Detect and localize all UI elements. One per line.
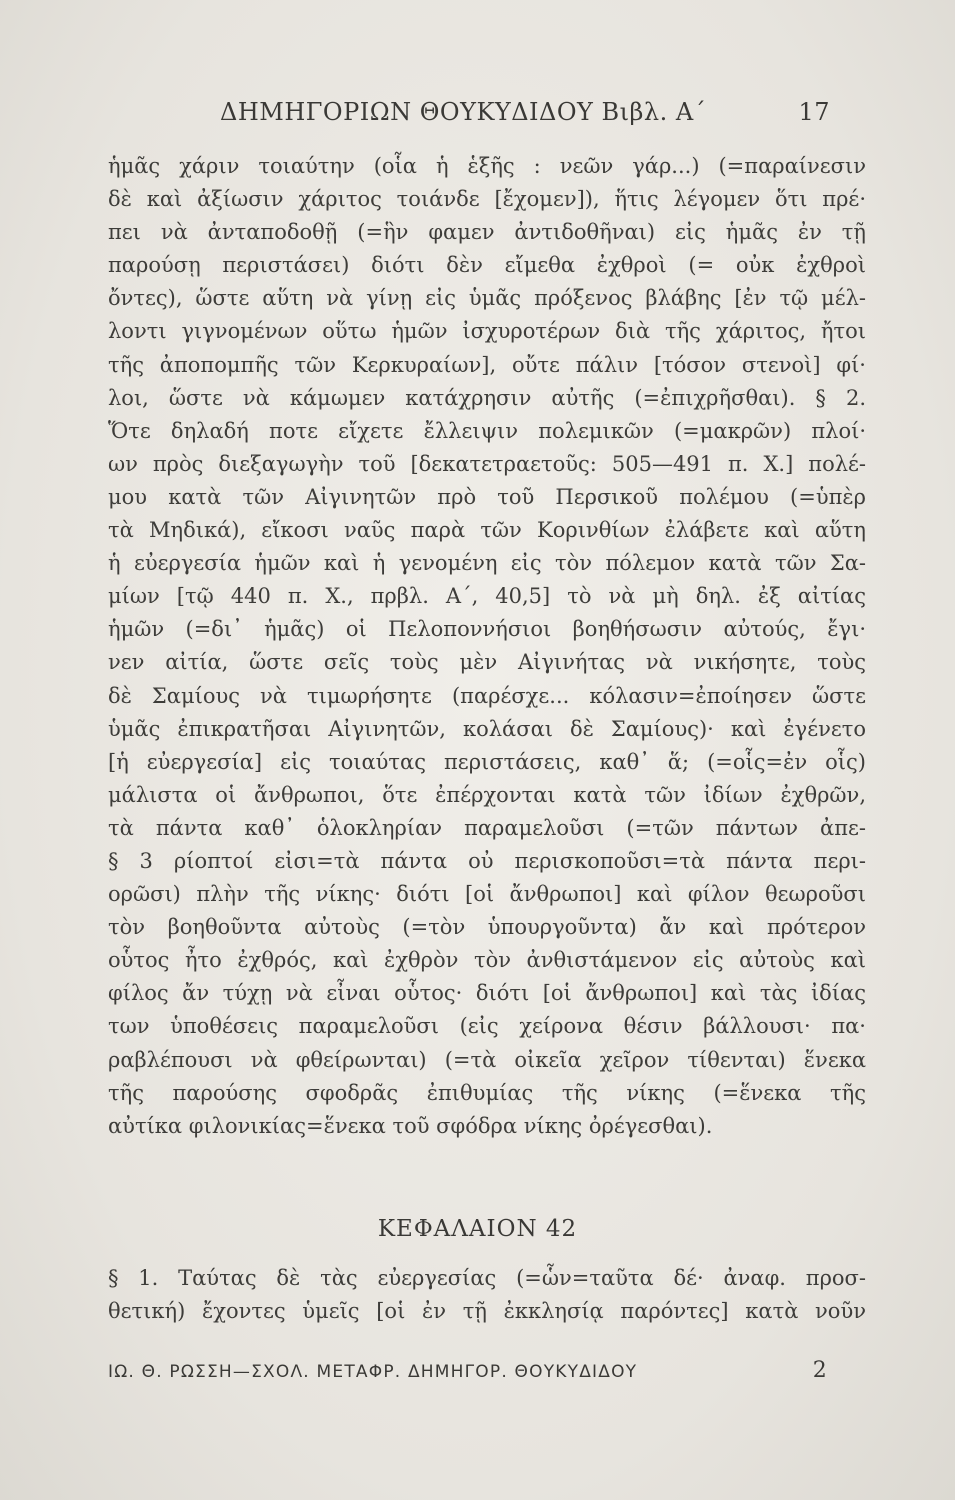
text-line: παρούσῃ περιστάσει) διότι δὲν εἴμεθα ἐχθροὶ (= οὐκ ἐχθροὶ <box>108 253 866 278</box>
signature-mark: 2 <box>812 1358 828 1383</box>
text-line: τῆς παρούσης σφοδρᾶς ἐπιθυμίας τῆς νίκης (=ἕνεκα τῆς <box>108 1080 866 1105</box>
running-title: ΔΗΜΗΓΟΡΙΩΝ ΘΟΥΚΥΔΙΔΟΥ Βιβλ. Α΄ <box>220 98 707 126</box>
text-line: [ἡ εὐεργεσία] εἰς τοιαύτας περιστάσεις, καθ᾽ ἅ; (=οἷς=ἐν οἷς) <box>108 749 866 774</box>
text-line: δὲ καὶ ἀξίωσιν χάριτος τοιάνδε [ἔχομεν]), ἥτις λέγομεν ὅτι πρέ· <box>108 187 866 212</box>
text-line: ραβλέπουσι νὰ φθείρωνται) (=τὰ οἰκεῖα χεῖρον τίθενται) ἕνεκα <box>108 1047 866 1072</box>
text-line: τῆς ἀποπομπῆς τῶν Κερκυραίων], οὔτε πάλιν [τόσον στενοὶ] φί· <box>108 352 866 377</box>
text-line: ὄντες), ὥστε αὕτη νὰ γίνῃ εἰς ὑμᾶς πρόξενος βλάβης [ἐν τῷ μέλ- <box>108 286 866 311</box>
text-line: ἡμῶν (=δι᾽ ἡμᾶς) οἱ Πελοποννήσιοι βοηθήσωσιν αὐτούς, ἔγι· <box>108 617 866 642</box>
text-line: νεν αἰτία, ὥστε σεῖς τοὺς μὲν Αἰγινήτας νὰ νικήσητε, τοὺς <box>108 650 866 675</box>
text-line: δὲ Σαμίους νὰ τιμωρήσητε (παρέσχε... κόλασιν=ἐποίησεν ὥστε <box>108 683 866 708</box>
page-footer <box>108 1358 828 1383</box>
chapter-text <box>108 1262 866 1328</box>
text-line: μου κατὰ τῶν Αἰγινητῶν πρὸ τοῦ Περσικοῦ πολέμου (=ὑπὲρ <box>108 484 866 509</box>
text-line: των ὑποθέσεις παραμελοῦσι (εἰς χείρονα θέσιν βάλλουσι· πα· <box>108 1014 866 1039</box>
text-line: ἡμᾶς χάριν τοιαύτην (οἷα ἡ ἑξῆς : νεῶν γάρ...) (=παραίνεσιν <box>108 154 866 178</box>
text-line: λοι, ὥστε νὰ κάμωμεν κατάχρησιν αὐτῆς (=ἐπιχρῆσθαι). § 2. <box>108 385 866 410</box>
text-line: τὸν βοηθοῦντα αὐτοὺς (=τὸν ὑπουργοῦντα) ἄν καὶ πρότερον <box>108 915 866 940</box>
text-line: θετική) ἔχοντες ὑμεῖς [οἱ ἐν τῇ ἐκκλησίᾳ παρόντες] κατὰ νοῦν <box>108 1299 866 1324</box>
text-line: § 3 ρίοπτοί εἰσι=τὰ πάντα οὐ περισκοποῦσι=τὰ πάντα περι- <box>108 848 866 873</box>
text-line: μίων [τῷ 440 π. Χ., πρβλ. Α΄, 40,5] τὸ νὰ μὴ δηλ. ἐξ αἰτίας <box>108 584 866 609</box>
running-header <box>220 98 830 132</box>
text-line: τὰ πάντα καθ᾽ ὁλοκληρίαν παραμελοῦσι (=τῶν πάντων ἀπε- <box>108 815 866 840</box>
footer-imprint: ΙΩ. Θ. ΡΩΣΣΗ—ΣΧΟΛ. ΜΕΤΑΦΡ. ΔΗΜΗΓΟΡ. ΘΟΥΚΥΔΙΔΟΥ <box>108 1362 638 1382</box>
text-line: φίλος ἄν τύχῃ νὰ εἶναι οὗτος· διότι [οἱ ἄνθρωποι] καὶ τὰς ἰδίας <box>108 981 866 1006</box>
text-line: § 1. Ταύτας δὲ τὰς εὐεργεσίας (=ὧν=ταῦτα δέ· ἀναφ. προσ- <box>108 1266 866 1290</box>
text-line: πει νὰ ἀνταποδοθῇ (=ἣν φαμεν ἀντιδοθῆναι) εἰς ἡμᾶς ἐν τῇ <box>108 220 866 245</box>
text-line: Ὅτε δηλαδή ποτε εἴχετε ἔλλειψιν πολεμικῶν (=μακρῶν) πλοί· <box>108 418 866 443</box>
chapter-heading: ΚΕΦΑΛΑΙΟΝ 42 <box>377 1216 578 1242</box>
text-line: οὗτος ἦτο ἐχθρός, καὶ ἐχθρὸν τὸν ἀνθιστάμενον εἰς αὐτοὺς καὶ <box>108 948 866 973</box>
text-line: ὑμᾶς ἐπικρατῆσαι Αἰγινητῶν, κολάσαι δὲ Σαμίους)· καὶ ἐγένετο <box>108 716 866 741</box>
text-line: μάλιστα οἱ ἄνθρωποι, ὅτε ἐπέρχονται κατὰ τῶν ἰδίων ἐχθρῶν, <box>108 782 866 807</box>
text-line: ων πρὸς διεξαγωγὴν τοῦ [δεκατετραετοῦς: 505—491 π. Χ.] πολέ- <box>108 451 866 476</box>
text-line: λοντι γιγνομένων οὕτω ἡμῶν ἰσχυροτέρων διὰ τῆς χάριτος, ἤτοι <box>108 319 866 344</box>
text-line: τὰ Μηδικά), εἴκοσι ναῦς παρὰ τῶν Κορινθίων ἐλάβετε καὶ αὕτη <box>108 518 866 543</box>
main-text <box>108 150 866 1143</box>
page-number: 17 <box>798 98 830 126</box>
text-line: ορῶσι) πλὴν τῆς νίκης· διότι [οἱ ἄνθρωποι] καὶ φίλον θεωροῦσι <box>108 882 866 907</box>
text-line: ἡ εὐεργεσία ἡμῶν καὶ ἡ γενομένη εἰς τὸν πόλεμον κατὰ τῶν Σα- <box>108 551 866 576</box>
text-line: αὐτίκα φιλονικίας=ἕνεκα τοῦ σφόδρα νίκης ὀρέγεσθαι). <box>108 1113 713 1138</box>
